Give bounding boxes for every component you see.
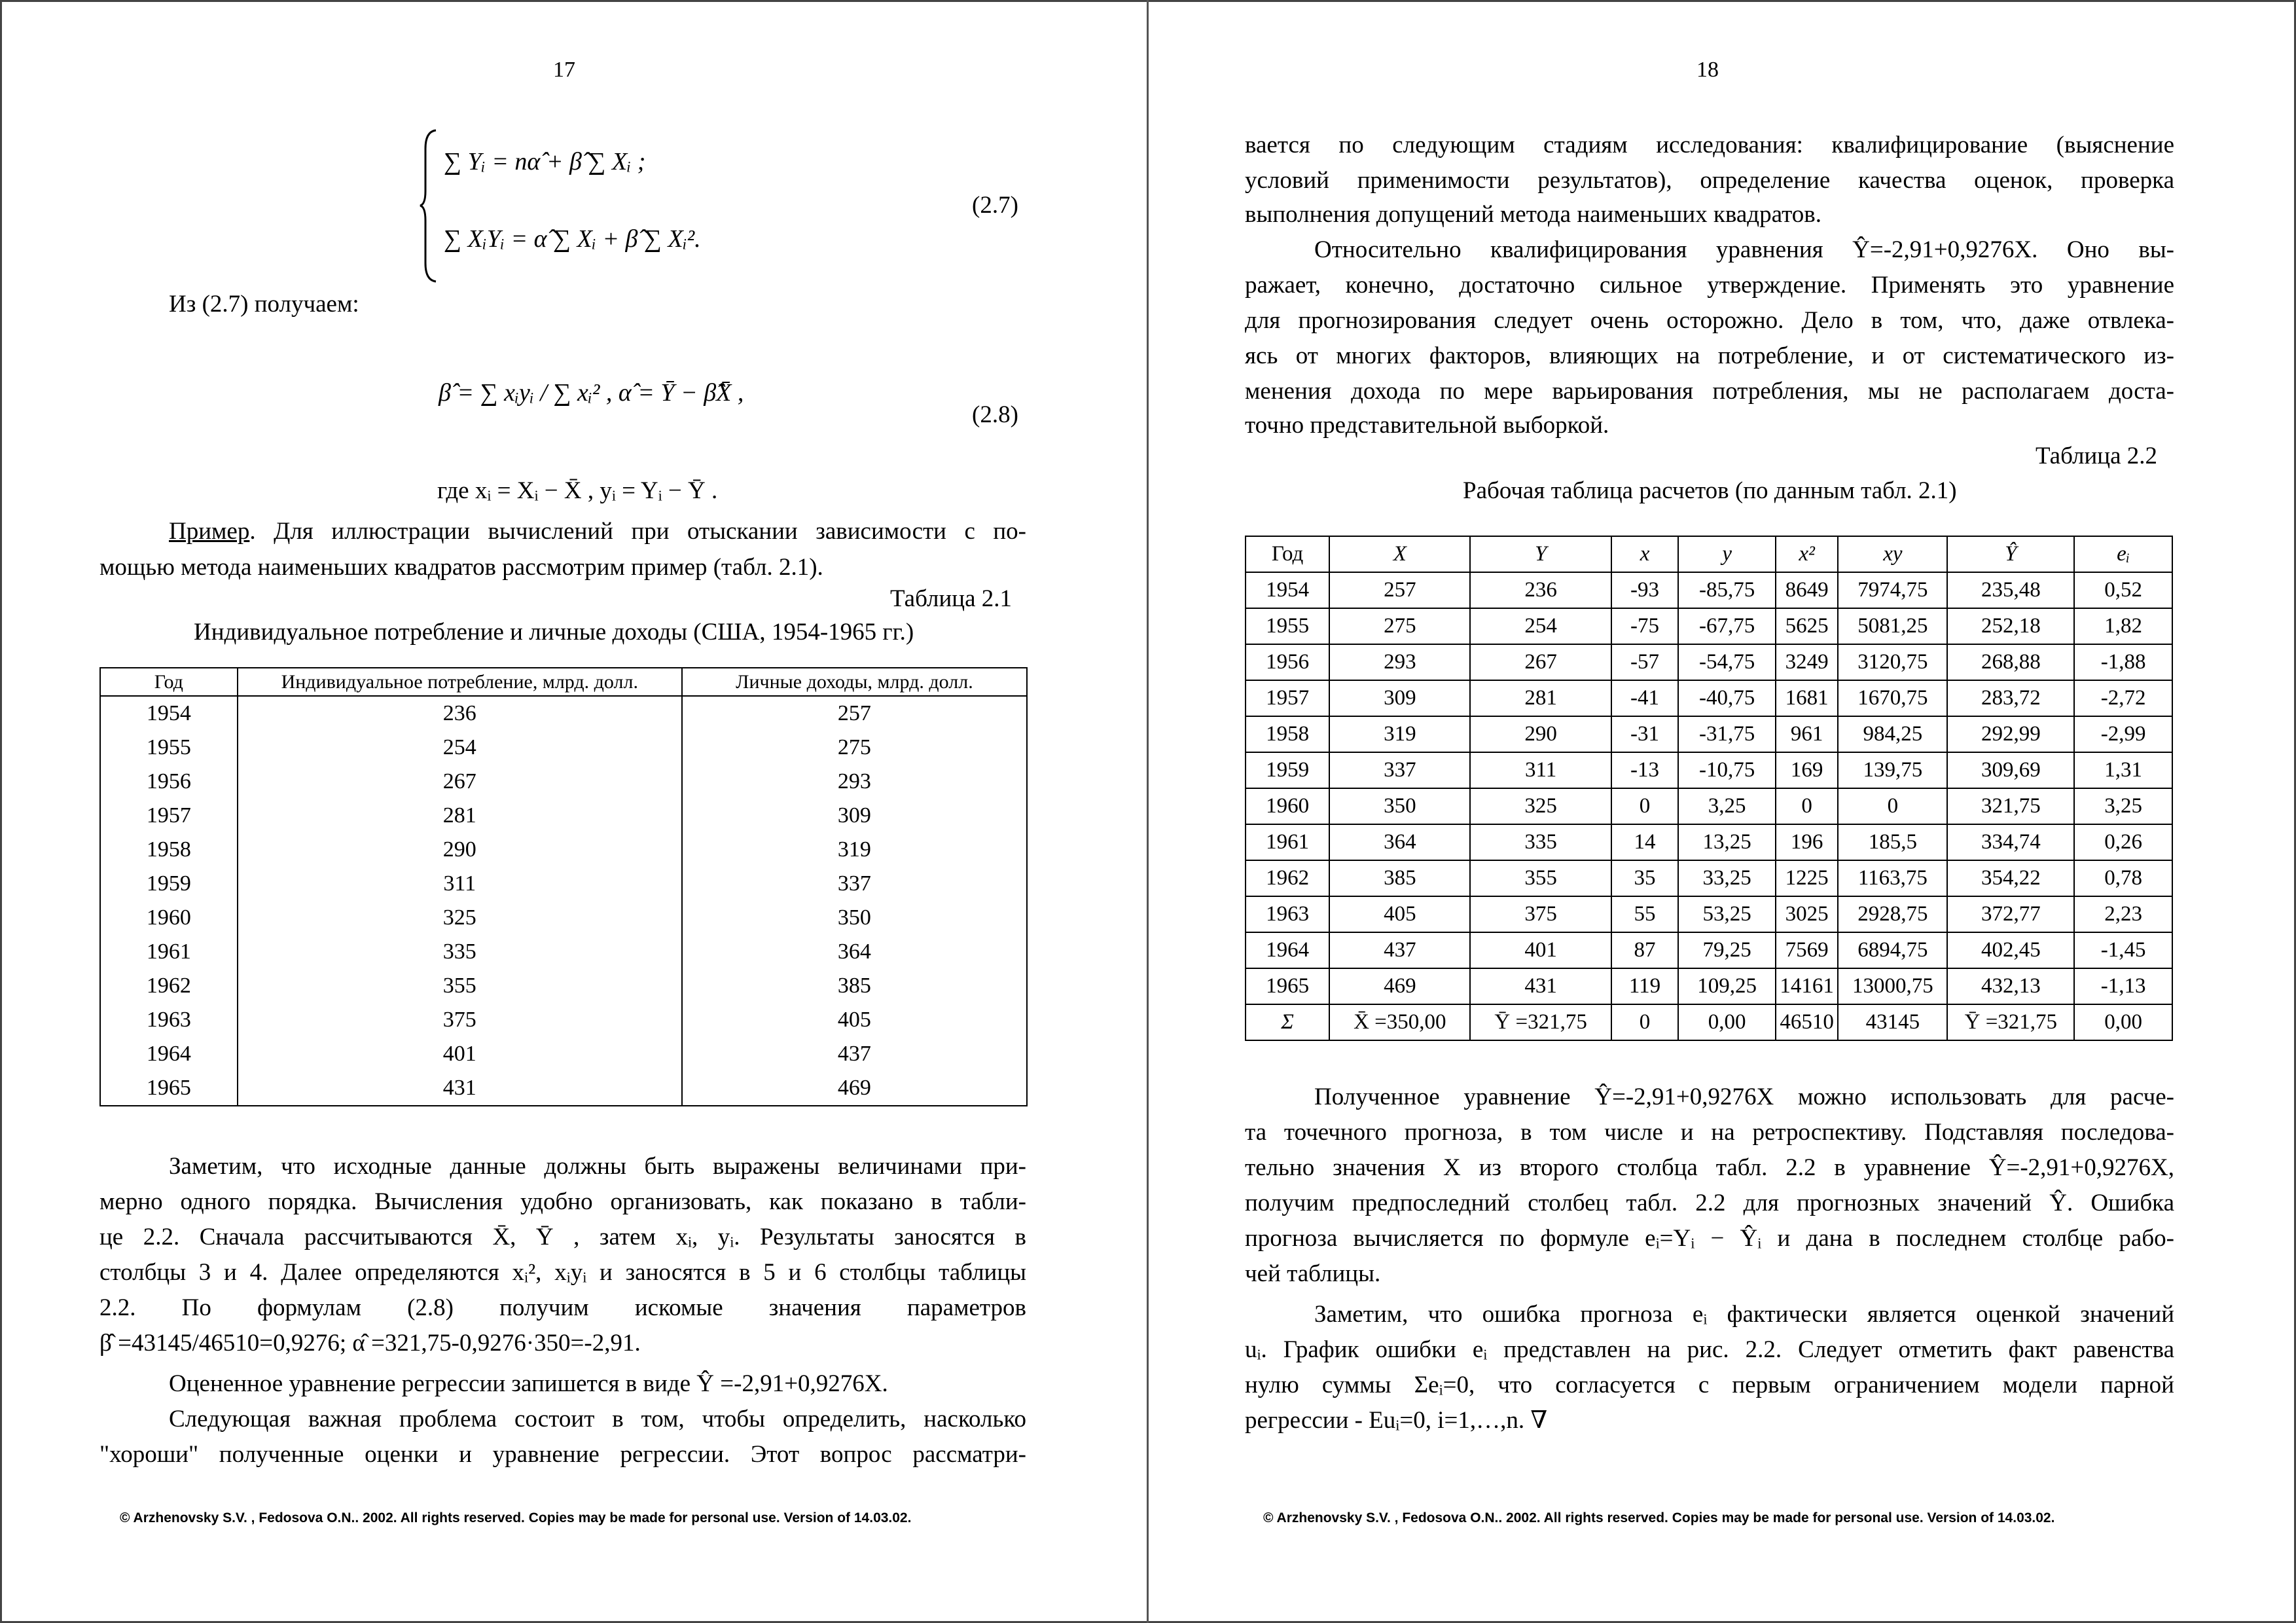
para4-line-2: uᵢ. График ошибки eᵢ представлен на рис. 2.2. Следует отметить факт равенства: [1245, 1336, 2174, 1363]
table-cell: 1954: [100, 696, 238, 731]
equation-number-2-8: (2.8): [972, 401, 1018, 428]
table-cell: 335: [238, 935, 682, 969]
table-cell: 14: [1611, 824, 1679, 860]
table-cell: 1964: [100, 1037, 238, 1071]
table-cell: 5625: [1776, 608, 1838, 644]
para1-line-2: мерно одного порядка. Вычисления удобно организовать, как показано в табли-: [99, 1188, 1026, 1215]
table-cell: 3,25: [2074, 788, 2172, 824]
table-cell: -1,88: [2074, 644, 2172, 680]
para1-line-5: 2.2. По формулам (2.8) получим искомые значения параметров: [99, 1294, 1026, 1321]
table-sum-cell: Ȳ =321,75: [1470, 1004, 1611, 1040]
table-cell: 319: [682, 833, 1027, 867]
table-cell: 405: [1329, 896, 1470, 932]
table-cell: 35: [1611, 860, 1679, 896]
table-cell: -85,75: [1678, 572, 1776, 608]
where-line: где xᵢ = Xᵢ − X̄ , yᵢ = Yᵢ − Ȳ .: [437, 477, 718, 504]
table-cell: 469: [682, 1071, 1027, 1106]
table-row: [1246, 788, 2172, 824]
table-cell: 169: [1776, 752, 1838, 788]
table-cell: 334,74: [1947, 824, 2074, 860]
equation-system-2-7: [419, 128, 772, 285]
table-cell: 7974,75: [1838, 572, 1947, 608]
table-cell: 355: [1470, 860, 1611, 896]
table-cell: 1962: [1246, 860, 1329, 896]
table-cell: -54,75: [1678, 644, 1776, 680]
table-cell: 267: [238, 765, 682, 799]
equation-2-7-line2: ∑ XᵢYᵢ = α̂ ∑ Xᵢ + β̂ ∑ Xᵢ².: [444, 225, 701, 253]
table-sum-cell: X̄ =350,00: [1329, 1004, 1470, 1040]
table-cell: 355: [238, 969, 682, 1003]
table-cell: 275: [682, 731, 1027, 765]
table-cell: 0: [1838, 788, 1947, 824]
table-2-1-label: Таблица 2.1: [890, 585, 1012, 612]
para2-line-4: ясь от многих факторов, влияющих на потребление, и от систематического из-: [1245, 342, 2174, 369]
table-cell: 431: [1470, 968, 1611, 1004]
equation-2-8: β̂ = ∑ xᵢyᵢ / ∑ xᵢ² , α̂ = Ȳ − β̂X̄ ,: [439, 379, 744, 407]
para4-line-1: Заметим, что ошибка прогноза eᵢ фактически является оценкой значений: [1314, 1301, 2174, 1328]
para3-line-1: Следующая важная проблема состоит в том, чтобы определить, насколько: [169, 1406, 1026, 1432]
table-header-cell: X: [1329, 536, 1470, 572]
table-cell: 1959: [100, 867, 238, 901]
para1-line-3: выполнения допущений метода наименьших квадратов.: [1245, 201, 1821, 228]
table-cell: 8649: [1776, 572, 1838, 608]
table-cell: 1963: [100, 1003, 238, 1037]
table-cell: 290: [1470, 716, 1611, 752]
table-cell: 254: [238, 731, 682, 765]
table-cell: 364: [682, 935, 1027, 969]
table-cell: 3120,75: [1838, 644, 1947, 680]
table-cell: 1959: [1246, 752, 1329, 788]
table-cell: 375: [1470, 896, 1611, 932]
example-word: Пример: [169, 518, 250, 545]
table-cell: 311: [1470, 752, 1611, 788]
table-cell: 309,69: [1947, 752, 2074, 788]
table-row: [100, 935, 1027, 969]
table-row: [1246, 860, 2172, 896]
from-text: Из (2.7) получаем:: [169, 291, 359, 318]
table-row: [1246, 680, 2172, 716]
table-cell: -93: [1611, 572, 1679, 608]
table-cell: -67,75: [1678, 608, 1776, 644]
table-cell: 5081,25: [1838, 608, 1947, 644]
table-row: [100, 1003, 1027, 1037]
table-cell: 6894,75: [1838, 932, 1947, 968]
table-cell: 257: [1329, 572, 1470, 608]
table-cell: 337: [682, 867, 1027, 901]
table-cell: 1960: [1246, 788, 1329, 824]
para2-line-2: ражает, конечно, достаточно сильное утверждение. Применять это уравнение: [1245, 272, 2174, 299]
table-cell: 3025: [1776, 896, 1838, 932]
table-cell: 1958: [100, 833, 238, 867]
table-row: [1246, 644, 2172, 680]
para1-line-1: Заметим, что исходные данные должны быть выражены величинами при-: [169, 1153, 1026, 1180]
table-cell: 0,52: [2074, 572, 2172, 608]
table-cell: 281: [1470, 680, 1611, 716]
table-cell: 293: [682, 765, 1027, 799]
table-cell: 325: [238, 901, 682, 935]
table-cell: 1,82: [2074, 608, 2172, 644]
table-cell: 401: [238, 1037, 682, 1071]
para3-line-2: "хороши" полученные оценки и уравнение регрессии. Этот вопрос рассматри-: [99, 1441, 1026, 1468]
table-sum-cell: 0,00: [2074, 1004, 2172, 1040]
table-row: [100, 969, 1027, 1003]
table-cell: 309: [1329, 680, 1470, 716]
table-sum-cell: Ȳ =321,75: [1947, 1004, 2074, 1040]
table-cell: 7569: [1776, 932, 1838, 968]
table-cell: 119: [1611, 968, 1679, 1004]
table-row: [1246, 608, 2172, 644]
para3-line-3: тельно значения X из второго столбца табл. 2.2 в уравнение Ŷ=-2,91+0,9276X,: [1245, 1154, 2174, 1181]
equation-number-2-7: (2.7): [972, 192, 1018, 219]
header-income: Личные доходы, млрд. долл.: [682, 668, 1027, 696]
table-cell: 2928,75: [1838, 896, 1947, 932]
table-cell: 53,25: [1678, 896, 1776, 932]
table-cell: 309: [682, 799, 1027, 833]
table-cell: 1965: [1246, 968, 1329, 1004]
table-cell: 283,72: [1947, 680, 2074, 716]
table-cell: 350: [682, 901, 1027, 935]
table-header-cell: x²: [1776, 536, 1838, 572]
para2-line: Оцененное уравнение регрессии запишется в виде Ŷ =-2,91+0,9276X.: [169, 1370, 888, 1397]
table-cell: -31,75: [1678, 716, 1776, 752]
table-cell: 14161: [1776, 968, 1838, 1004]
table-cell: 1225: [1776, 860, 1838, 896]
table-cell: -57: [1611, 644, 1679, 680]
page-18: [1149, 0, 2294, 1623]
table-header-cell: eᵢ: [2074, 536, 2172, 572]
table-row: [1246, 932, 2172, 968]
table-cell: 1,31: [2074, 752, 2172, 788]
table-cell: -41: [1611, 680, 1679, 716]
table-cell: 1962: [100, 969, 238, 1003]
table-cell: 254: [1470, 608, 1611, 644]
para4-line-4: регрессии - Euᵢ=0, i=1,…,n. ∇: [1245, 1407, 1548, 1434]
table-sum-cell: 46510: [1776, 1004, 1838, 1040]
table-cell: 1681: [1776, 680, 1838, 716]
footer-copyright: © Arzhenovsky S.V. , Fedosova O.N.. 2002. All rights reserved. Copies may be made for personal use. Version of 14.03.02.: [120, 1510, 912, 1525]
table-2-2-title: Рабочая таблица расчетов (по данным табл. 2.1): [1463, 477, 1957, 504]
table-cell: 319: [1329, 716, 1470, 752]
table-cell: 405: [682, 1003, 1027, 1037]
table-cell: 268,88: [1947, 644, 2074, 680]
table-cell: 1958: [1246, 716, 1329, 752]
table-cell: 196: [1776, 824, 1838, 860]
para3-line-2: та точечного прогноза, в том числе и на ретроспективу. Подставляя последова-: [1245, 1119, 2174, 1146]
table-cell: 0: [1776, 788, 1838, 824]
table-cell: 33,25: [1678, 860, 1776, 896]
para1-line-4: столбцы 3 и 4. Далее определяются xᵢ², xᵢyᵢ и заносятся в 5 и 6 столбцы таблицы: [99, 1259, 1026, 1286]
para1-line-1: вается по следующим стадиям исследования: квалифицирование (выяснение: [1245, 132, 2174, 158]
table-cell: 350: [1329, 788, 1470, 824]
table-cell: 79,25: [1678, 932, 1776, 968]
table-cell: 2,23: [2074, 896, 2172, 932]
table-cell: 321,75: [1947, 788, 2074, 824]
table-cell: 1954: [1246, 572, 1329, 608]
table-cell: 281: [238, 799, 682, 833]
table-row: [100, 901, 1027, 935]
table-cell: 1955: [1246, 608, 1329, 644]
table-cell: 437: [1329, 932, 1470, 968]
table-cell: 1961: [1246, 824, 1329, 860]
table-sum-cell: 0,00: [1678, 1004, 1776, 1040]
table-row: [1246, 572, 2172, 608]
table-cell: 961: [1776, 716, 1838, 752]
table-cell: 13000,75: [1838, 968, 1947, 1004]
para1-line-6: β̂ =43145/46510=0,9276; α̂ =321,75-0,9276·350=-2,91.: [99, 1330, 641, 1357]
table-cell: 1957: [100, 799, 238, 833]
table-cell: 3,25: [1678, 788, 1776, 824]
table-row: [1246, 824, 2172, 860]
table-cell: -10,75: [1678, 752, 1776, 788]
table-cell: -2,99: [2074, 716, 2172, 752]
table-cell: 1960: [100, 901, 238, 935]
table-cell: -75: [1611, 608, 1679, 644]
table-header-cell: Ŷ: [1947, 536, 2074, 572]
table-2-1-title: Индивидуальное потребление и личные доходы (США, 1954-1965 гг.): [194, 619, 914, 646]
table-sum-row: [1246, 1004, 2172, 1040]
table-header-row: [100, 668, 1027, 696]
table-row: [1246, 896, 2172, 932]
table-cell: 325: [1470, 788, 1611, 824]
table-cell: 1955: [100, 731, 238, 765]
table-cell: 431: [238, 1071, 682, 1106]
table-row: [100, 799, 1027, 833]
para2-line-5: менения дохода по мере варьирования потребления, мы не располагаем доста-: [1245, 378, 2174, 405]
table-cell: 1670,75: [1838, 680, 1947, 716]
table-2-2: [1245, 536, 2173, 1041]
table-row: [100, 833, 1027, 867]
table-cell: 1957: [1246, 680, 1329, 716]
para2-line-1: Относительно квалифицирования уравнения Ŷ=-2,91+0,9276X. Оно вы-: [1314, 236, 2174, 263]
table-header-cell: x: [1611, 536, 1679, 572]
table-cell: 252,18: [1947, 608, 2074, 644]
table-cell: 87: [1611, 932, 1679, 968]
table-cell: 335: [1470, 824, 1611, 860]
table-cell: 236: [238, 696, 682, 731]
table-sum-cell: 0: [1611, 1004, 1679, 1040]
table-cell: 236: [1470, 572, 1611, 608]
para1-line-2: условий применимости результатов), определение качества оценок, проверка: [1245, 167, 2174, 194]
table-sum-cell: Σ: [1246, 1004, 1329, 1040]
para2-line-6: точно представительной выборкой.: [1245, 412, 1609, 439]
table-cell: 364: [1329, 824, 1470, 860]
table-row: [100, 731, 1027, 765]
table-cell: 185,5: [1838, 824, 1947, 860]
table-cell: 1956: [100, 765, 238, 799]
table-cell: 354,22: [1947, 860, 2074, 896]
table-cell: 1956: [1246, 644, 1329, 680]
table-cell: 375: [238, 1003, 682, 1037]
page-17: [0, 0, 1147, 1623]
table-header-cell: Год: [1246, 536, 1329, 572]
page-number: 18: [1696, 58, 1719, 82]
table-cell: 1964: [1246, 932, 1329, 968]
para3-line-1: Полученное уравнение Ŷ=-2,91+0,9276X можно использовать для расче-: [1314, 1084, 2174, 1110]
header-consumption: Индивидуальное потребление, млрд. долл.: [238, 668, 682, 696]
table-row: [100, 765, 1027, 799]
table-cell: 984,25: [1838, 716, 1947, 752]
table-cell: 1163,75: [1838, 860, 1947, 896]
table-cell: 432,13: [1947, 968, 2074, 1004]
equation-2-7-line1: ∑ Yᵢ = nα̂ + β̂ ∑ Xᵢ ;: [444, 148, 646, 175]
table-row: [100, 1037, 1027, 1071]
table-sum-cell: 43145: [1838, 1004, 1947, 1040]
table-cell: 1965: [100, 1071, 238, 1106]
example-line-1-text: . Для иллюстрации вычислений при отыскании зависимости с по-: [249, 518, 1026, 545]
para3-line-5: прогноза вычисляется по формуле eᵢ=Yᵢ − Ŷᵢ и дана в последнем столбце рабо-: [1245, 1225, 2174, 1252]
table-cell: 139,75: [1838, 752, 1947, 788]
table-cell: 293: [1329, 644, 1470, 680]
para3-line-4: получим предпоследний столбец табл. 2.2 для прогнозных значений Ŷ. Ошибка: [1245, 1190, 2174, 1216]
table-cell: 437: [682, 1037, 1027, 1071]
table-row: [100, 867, 1027, 901]
table-cell: -2,72: [2074, 680, 2172, 716]
table-cell: 0,26: [2074, 824, 2172, 860]
table-cell: 0,78: [2074, 860, 2172, 896]
table-cell: -31: [1611, 716, 1679, 752]
table-cell: 0: [1611, 788, 1679, 824]
table-cell: 235,48: [1947, 572, 2074, 608]
table-cell: 402,45: [1947, 932, 2074, 968]
table-cell: 13,25: [1678, 824, 1776, 860]
table-cell: 3249: [1776, 644, 1838, 680]
table-cell: -40,75: [1678, 680, 1776, 716]
table-cell: 1963: [1246, 896, 1329, 932]
table-row: [100, 696, 1027, 731]
table-cell: 337: [1329, 752, 1470, 788]
table-cell: 109,25: [1678, 968, 1776, 1004]
table-cell: 385: [1329, 860, 1470, 896]
table-cell: 290: [238, 833, 682, 867]
table-cell: 385: [682, 969, 1027, 1003]
table-2-2-label: Таблица 2.2: [2036, 443, 2157, 469]
table-cell: 267: [1470, 644, 1611, 680]
table-cell: 401: [1470, 932, 1611, 968]
table-header-cell: xy: [1838, 536, 1947, 572]
table-header-row: [1246, 536, 2172, 572]
para2-line-3: для прогнозирования следует очень осторожно. Дело в том, что, даже отвлека-: [1245, 307, 2174, 334]
table-cell: 311: [238, 867, 682, 901]
table-header-cell: Y: [1470, 536, 1611, 572]
example-line-2: мощью метода наименьших квадратов рассмотрим пример (табл. 2.1).: [99, 554, 823, 581]
para4-line-3: нулю суммы Σeᵢ=0, что согласуется с первым ограничением модели парной: [1245, 1372, 2174, 1398]
table-cell: -1,45: [2074, 932, 2172, 968]
table-cell: -1,13: [2074, 968, 2172, 1004]
table-row: [1246, 716, 2172, 752]
table-row: [1246, 968, 2172, 1004]
table-cell: 469: [1329, 968, 1470, 1004]
table-2-1: [99, 667, 1028, 1106]
header-year: Год: [100, 668, 238, 696]
para1-line-3: це 2.2. Сначала рассчитываются X̄, Ȳ , затем xᵢ, yᵢ. Результаты заносятся в: [99, 1224, 1026, 1250]
table-cell: 257: [682, 696, 1027, 731]
table-cell: 55: [1611, 896, 1679, 932]
page-number: 17: [553, 58, 575, 82]
table-row: [100, 1071, 1027, 1106]
example-line-1: [169, 517, 1026, 546]
footer-copyright: © Arzhenovsky S.V. , Fedosova O.N.. 2002. All rights reserved. Copies may be made for personal use. Version of 14.03.02.: [1263, 1510, 2055, 1525]
para3-line-6: чей таблицы.: [1245, 1260, 1381, 1287]
table-cell: 372,77: [1947, 896, 2074, 932]
table-cell: -13: [1611, 752, 1679, 788]
table-header-cell: y: [1678, 536, 1776, 572]
table-cell: 292,99: [1947, 716, 2074, 752]
left-brace-icon: [419, 129, 439, 283]
table-cell: 1961: [100, 935, 238, 969]
table-cell: 275: [1329, 608, 1470, 644]
table-row: [1246, 752, 2172, 788]
